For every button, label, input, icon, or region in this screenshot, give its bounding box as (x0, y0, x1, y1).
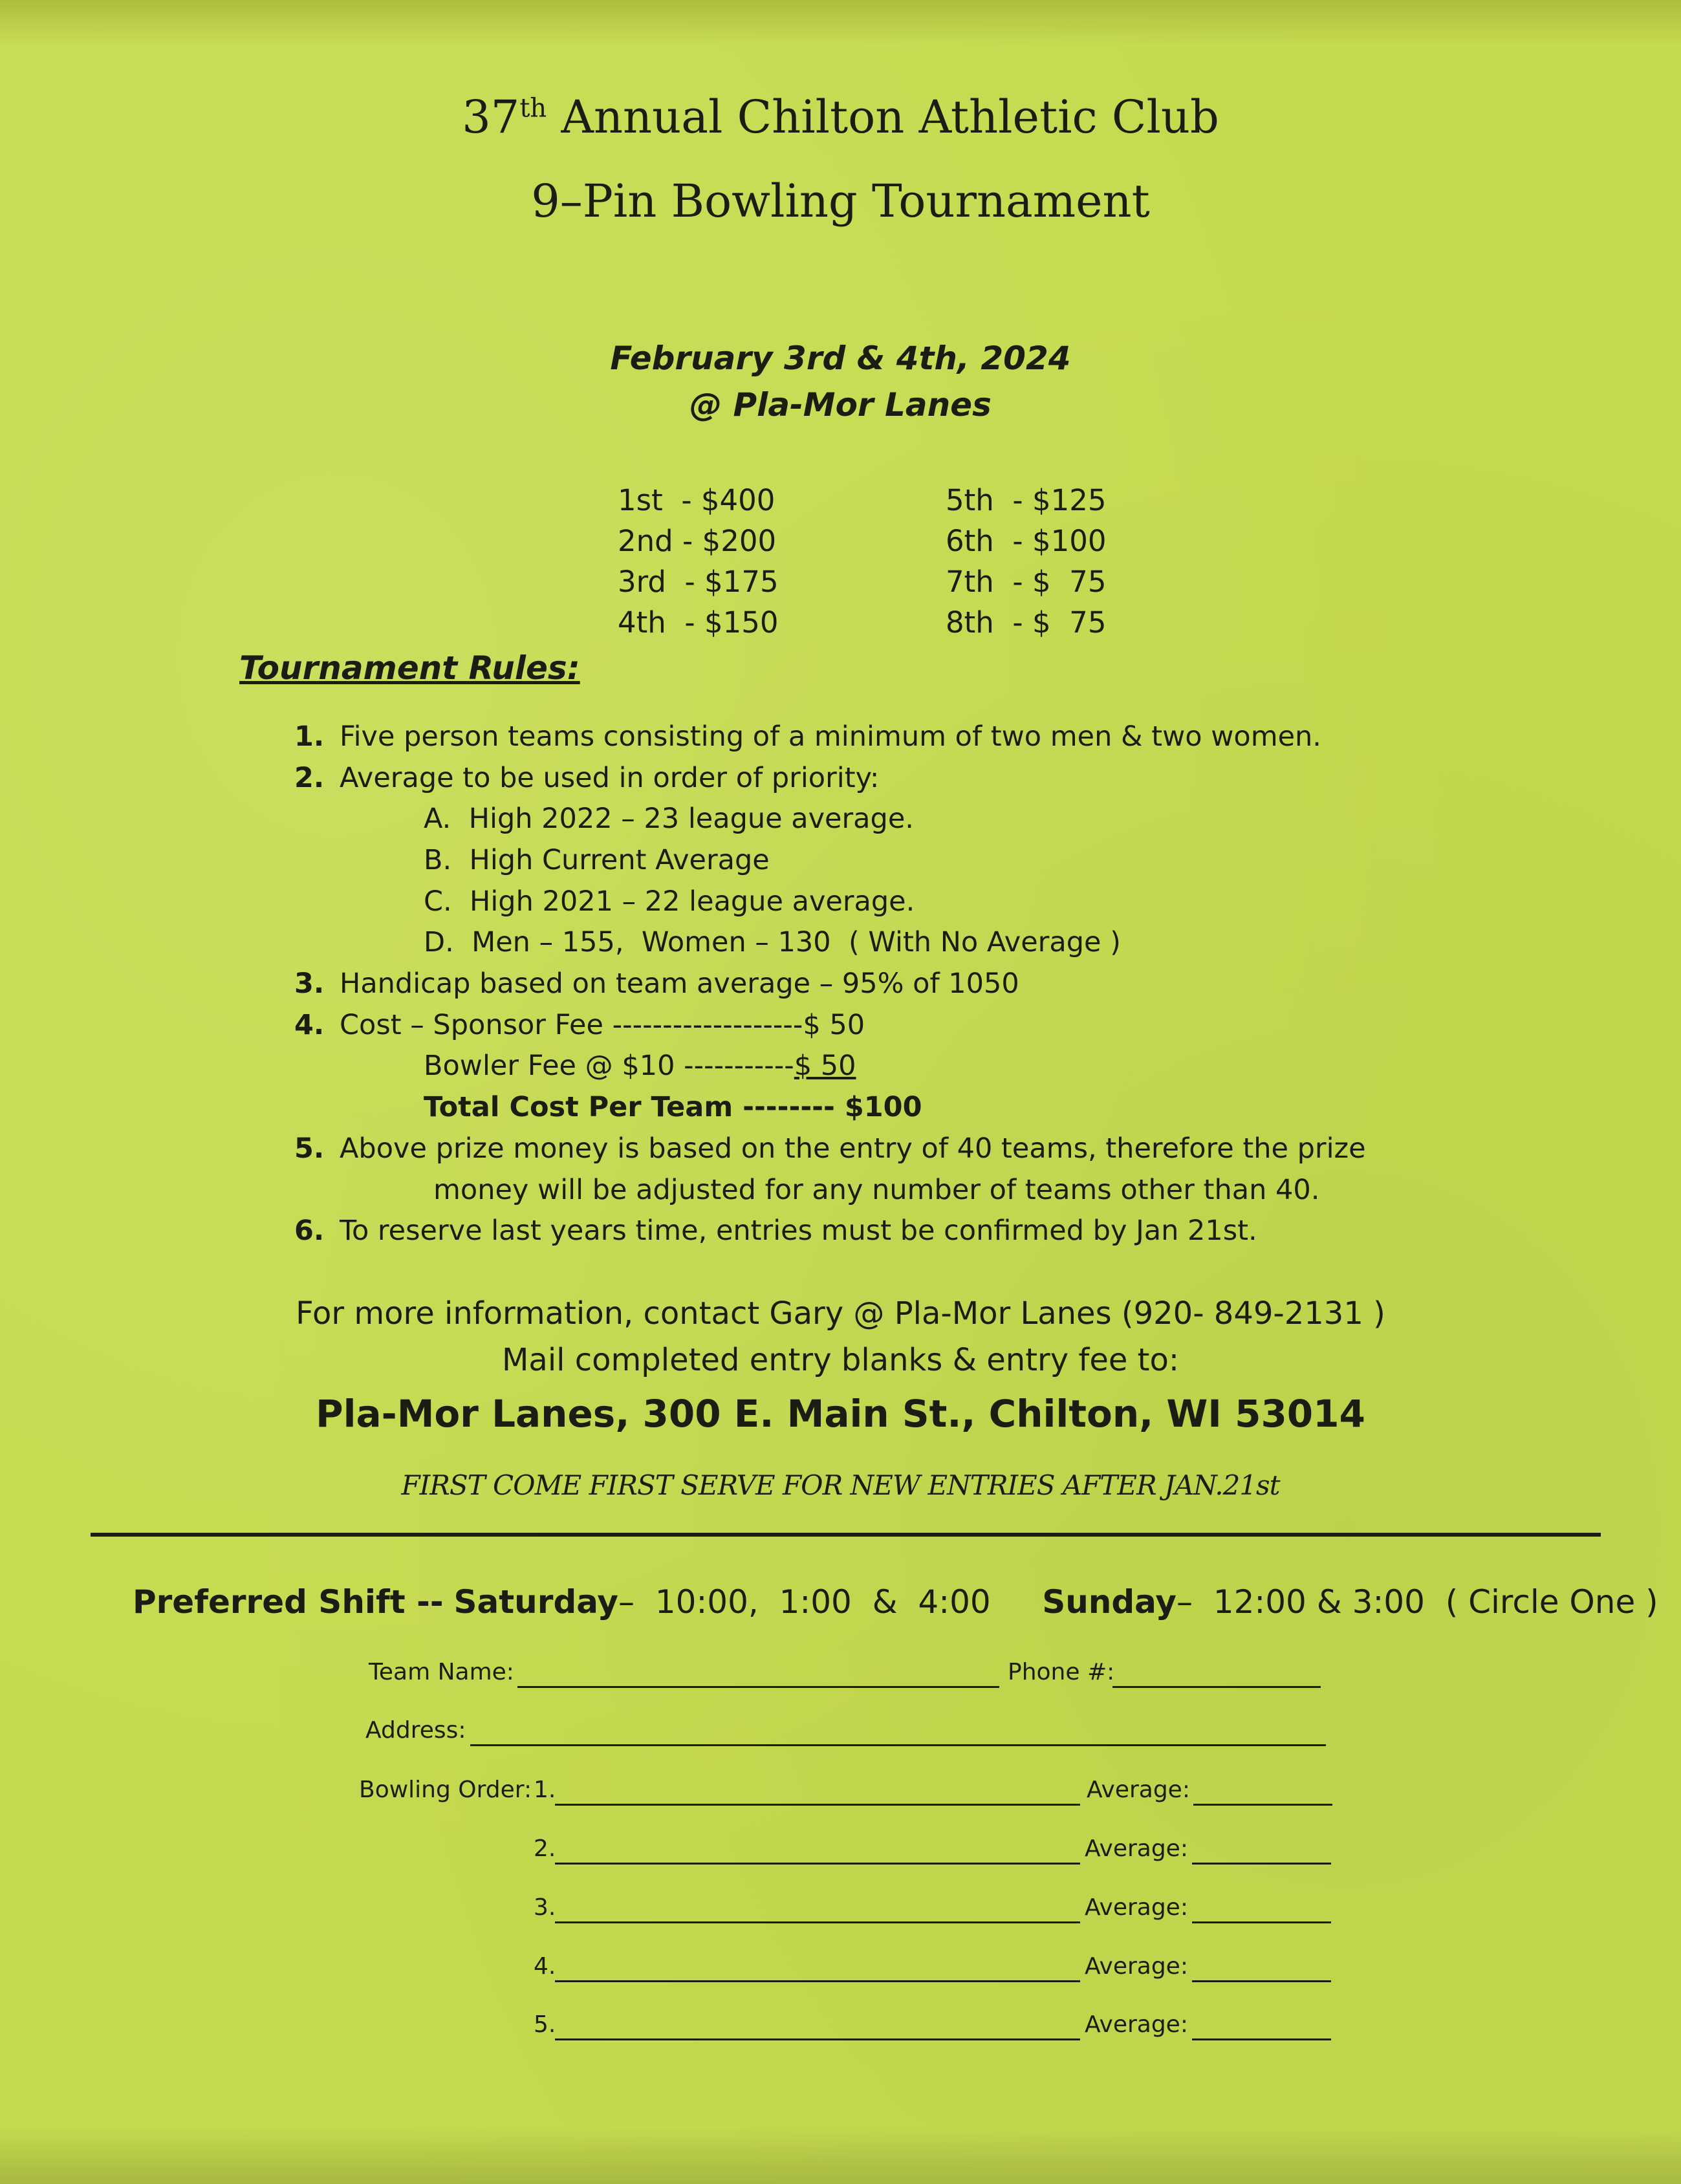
bowler-number: 3. (534, 1894, 556, 1921)
saturday-label: Saturday (453, 1583, 619, 1621)
address-label: Address: (365, 1717, 466, 1744)
bowler-average-field[interactable] (1192, 2038, 1331, 2040)
rule-number: 6. (294, 1215, 325, 1247)
contact-info: For more information, contact Gary @ Pla-Mor Lanes (920- 849-2131 ) (296, 1295, 1385, 1332)
bowling-order-label: Bowling Order: (359, 1777, 532, 1803)
bowler-fee-amount: $ 50 (794, 1050, 856, 1082)
rule-text: Above prize money is based on the entry of 40 teams, therefore the prize (340, 1132, 1366, 1165)
bowler-name-field[interactable] (555, 1804, 1080, 1806)
average-label: Average: (1085, 1835, 1188, 1862)
average-label: Average: (1085, 1894, 1188, 1921)
prize-item: 5th - $125 (946, 483, 1107, 517)
address-field[interactable] (470, 1744, 1326, 1746)
event-dates: February 3rd & 4th, 2024 (610, 340, 1071, 377)
rule-5-continued: money will be adjusted for any number of teams other than 40. (433, 1174, 1320, 1206)
rule-3 (294, 968, 1019, 1000)
bowler-number: 4. (534, 1953, 556, 1980)
rule-2-c: C. High 2021 – 22 league average. (424, 885, 915, 918)
title-ordinal-suffix: th (519, 93, 547, 124)
rule-2-a: A. High 2022 – 23 league average. (424, 803, 914, 835)
sunday-times: – 12:00 & 3:00 ( Circle One ) (1176, 1583, 1658, 1621)
saturday-times: – 10:00, 1:00 & 4:00 (618, 1583, 991, 1621)
bowler-number: 2. (534, 1835, 556, 1862)
rule-text: To reserve last years time, entries must be confirmed by Jan 21st. (340, 1215, 1257, 1247)
title-line-1 (0, 91, 1681, 144)
phone-label: Phone #: (1008, 1659, 1115, 1685)
prize-list-right (946, 480, 1106, 643)
rule-number: 4. (294, 1009, 325, 1041)
title-ordinal-number: 37 (462, 91, 520, 144)
prize-item: 8th - $ 75 (946, 605, 1107, 640)
average-label: Average: (1085, 2011, 1188, 2038)
bowler-name-field[interactable] (555, 2038, 1080, 2040)
rule-text: Cost – Sponsor Fee -------------------$ 50 (340, 1009, 865, 1041)
prize-item: 3rd - $175 (618, 565, 779, 599)
paper-bottom-edge (0, 2128, 1681, 2184)
bowler-name-field[interactable] (555, 1863, 1080, 1865)
phone-field[interactable] (1112, 1686, 1321, 1688)
section-divider (91, 1533, 1601, 1537)
prize-item: 6th - $100 (946, 524, 1107, 558)
bowler-average-field[interactable] (1192, 1980, 1331, 1982)
paper-top-edge (0, 0, 1681, 45)
prize-list-left (618, 480, 779, 643)
first-come-notice: FIRST COME FIRST SERVE FOR NEW ENTRIES AFTER JAN.21st (401, 1469, 1280, 1501)
bowler-number: 1. (534, 1777, 556, 1803)
rule-2-d: D. Men – 155, Women – 130 ( With No Average ) (424, 926, 1121, 958)
bowler-average-field[interactable] (1192, 1921, 1331, 1923)
rule-text: Average to be used in order of priority: (340, 762, 880, 794)
title-line-2: 9–Pin Bowling Tournament (531, 175, 1150, 228)
rule-2-b: B. High Current Average (424, 844, 770, 876)
team-name-label: Team Name: (369, 1659, 514, 1685)
preferred-shift-line (133, 1583, 1658, 1621)
rule-4-total-cost: Total Cost Per Team -------- $100 (424, 1091, 922, 1123)
rule-2 (294, 762, 879, 794)
shift-label: Preferred Shift -- (133, 1583, 444, 1621)
rule-1 (294, 720, 1321, 753)
average-label: Average: (1087, 1777, 1190, 1803)
rule-text: Handicap based on team average – 95% of 1050 (340, 968, 1019, 1000)
rule-text: Five person teams consisting of a minimum of two men & two women. (340, 720, 1321, 753)
bowler-average-field[interactable] (1192, 1863, 1331, 1865)
rule-number: 3. (294, 968, 325, 1000)
prize-item: 4th - $150 (618, 605, 779, 640)
rule-4-bowler-fee (424, 1050, 856, 1082)
team-name-field[interactable] (517, 1686, 999, 1688)
rules-heading: Tournament Rules: (239, 649, 580, 687)
sunday-label: Sunday (1042, 1583, 1177, 1621)
prize-item: 2nd - $200 (618, 524, 777, 558)
average-label: Average: (1085, 1953, 1188, 1980)
rule-6 (294, 1215, 1257, 1247)
bowler-average-field[interactable] (1193, 1804, 1332, 1806)
rule-5 (294, 1132, 1366, 1165)
rule-4 (294, 1009, 865, 1041)
bowler-number: 5. (534, 2011, 556, 2038)
mailing-address: Pla-Mor Lanes, 300 E. Main St., Chilton, WI 53014 (316, 1392, 1365, 1436)
prize-item: 1st - $400 (618, 483, 775, 517)
rule-number: 2. (294, 762, 325, 794)
title-line-1-rest: Annual Chilton Athletic Club (547, 91, 1219, 144)
mail-instructions: Mail completed entry blanks & entry fee to: (502, 1342, 1179, 1378)
rule-number: 1. (294, 720, 325, 753)
event-venue: @ Pla-Mor Lanes (689, 386, 992, 424)
bowler-name-field[interactable] (555, 1921, 1080, 1923)
bowler-name-field[interactable] (555, 1980, 1080, 1982)
bowler-fee-label: Bowler Fee @ $10 ----------- (424, 1050, 794, 1082)
rule-number: 5. (294, 1132, 325, 1165)
prize-item: 7th - $ 75 (946, 565, 1107, 599)
